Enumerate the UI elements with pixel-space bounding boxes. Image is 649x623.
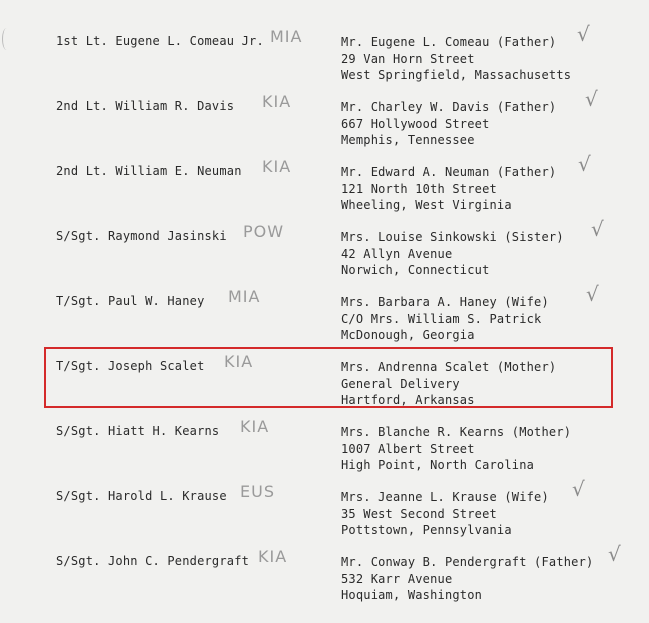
address-line: 121 North 10th Street bbox=[341, 181, 497, 196]
address-line: Mrs. Andrenna Scalet (Mother) bbox=[341, 360, 557, 374]
next-of-kin-address bbox=[341, 229, 564, 279]
address-line: 42 Allyn Avenue bbox=[341, 246, 453, 261]
entry-jasinski bbox=[0, 217, 649, 295]
next-of-kin-address bbox=[341, 99, 556, 149]
status-note: MIA bbox=[270, 27, 303, 46]
check-mark-icon: √ bbox=[591, 217, 604, 241]
next-of-kin-address bbox=[341, 489, 549, 539]
address-line: Mrs. Louise Sinkowski (Sister) bbox=[341, 230, 564, 244]
address-line: Wheeling, West Virginia bbox=[341, 198, 512, 212]
serviceman-name: S/Sgt. Harold L. Krause bbox=[56, 489, 227, 503]
status-note: KIA bbox=[262, 157, 292, 176]
serviceman-name: S/Sgt. Hiatt H. Kearns bbox=[56, 424, 220, 438]
address-line: Hoquiam, Washington bbox=[341, 588, 483, 602]
check-mark-icon: √ bbox=[585, 87, 598, 111]
address-line: Memphis, Tennessee bbox=[341, 133, 475, 147]
address-line: 35 West Second Street bbox=[341, 506, 497, 521]
address-line: Mr. Edward A. Neuman (Father) bbox=[341, 165, 557, 179]
next-of-kin-address bbox=[341, 34, 571, 84]
status-note: KIA bbox=[258, 547, 288, 566]
next-of-kin-address bbox=[341, 424, 571, 474]
address-line: Mr. Charley W. Davis (Father) bbox=[341, 100, 557, 114]
address-line: High Point, North Carolina bbox=[341, 458, 535, 472]
serviceman-name: S/Sgt. John C. Pendergraft bbox=[56, 554, 250, 568]
highlight-box bbox=[44, 347, 613, 408]
entry-kearns bbox=[0, 417, 649, 490]
next-of-kin-address bbox=[341, 294, 549, 344]
serviceman-name: 1st Lt. Eugene L. Comeau Jr. bbox=[56, 34, 264, 48]
address-line: C/O Mrs. William S. Patrick bbox=[341, 311, 542, 326]
address-line: Mrs. Barbara A. Haney (Wife) bbox=[341, 295, 549, 309]
check-mark-icon: √ bbox=[578, 152, 591, 176]
serviceman-name: 2nd Lt. William R. Davis bbox=[56, 99, 235, 113]
status-note: KIA bbox=[240, 417, 270, 436]
serviceman-name: 2nd Lt. William E. Neuman bbox=[56, 164, 242, 178]
address-line: Mrs. Blanche R. Kearns (Mother) bbox=[341, 425, 572, 439]
address-line: Norwich, Connecticut bbox=[341, 263, 490, 277]
entry-davis bbox=[0, 87, 649, 165]
next-of-kin-address bbox=[341, 554, 593, 604]
entry-krause bbox=[0, 477, 649, 555]
entry-comeau bbox=[0, 22, 649, 100]
status-note: POW bbox=[243, 222, 285, 241]
address-line: McDonough, Georgia bbox=[341, 328, 475, 342]
address-line: 1007 Albert Street bbox=[341, 441, 475, 456]
check-mark-icon: √ bbox=[577, 22, 590, 46]
address-line: Mrs. Jeanne L. Krause (Wife) bbox=[341, 490, 549, 504]
address-line: Mr. Eugene L. Comeau (Father) bbox=[341, 35, 557, 49]
check-mark-icon: √ bbox=[608, 542, 621, 566]
serviceman-name: T/Sgt. Joseph Scalet bbox=[56, 359, 205, 373]
serviceman-name: T/Sgt. Paul W. Haney bbox=[56, 294, 205, 308]
address-line: West Springfield, Massachusetts bbox=[341, 68, 572, 82]
status-note: KIA bbox=[262, 92, 292, 111]
address-line: Hartford, Arkansas bbox=[341, 393, 475, 407]
serviceman-name: S/Sgt. Raymond Jasinski bbox=[56, 229, 227, 243]
next-of-kin-address bbox=[341, 164, 556, 214]
address-line: 667 Hollywood Street bbox=[341, 116, 490, 131]
check-mark-icon: √ bbox=[572, 477, 585, 501]
address-line: Pottstown, Pennsylvania bbox=[341, 523, 512, 537]
status-note: MIA bbox=[228, 287, 261, 306]
status-note: EUS bbox=[240, 482, 275, 501]
address-line: Mr. Conway B. Pendergraft (Father) bbox=[341, 555, 594, 569]
address-line: General Delivery bbox=[341, 376, 460, 391]
status-note: KIA bbox=[224, 352, 254, 371]
address-line: 29 Van Horn Street bbox=[341, 51, 475, 66]
entry-pendergraft bbox=[0, 542, 649, 620]
entry-neuman bbox=[0, 152, 649, 230]
address-line: 532 Karr Avenue bbox=[341, 571, 453, 586]
check-mark-icon: √ bbox=[586, 282, 599, 306]
